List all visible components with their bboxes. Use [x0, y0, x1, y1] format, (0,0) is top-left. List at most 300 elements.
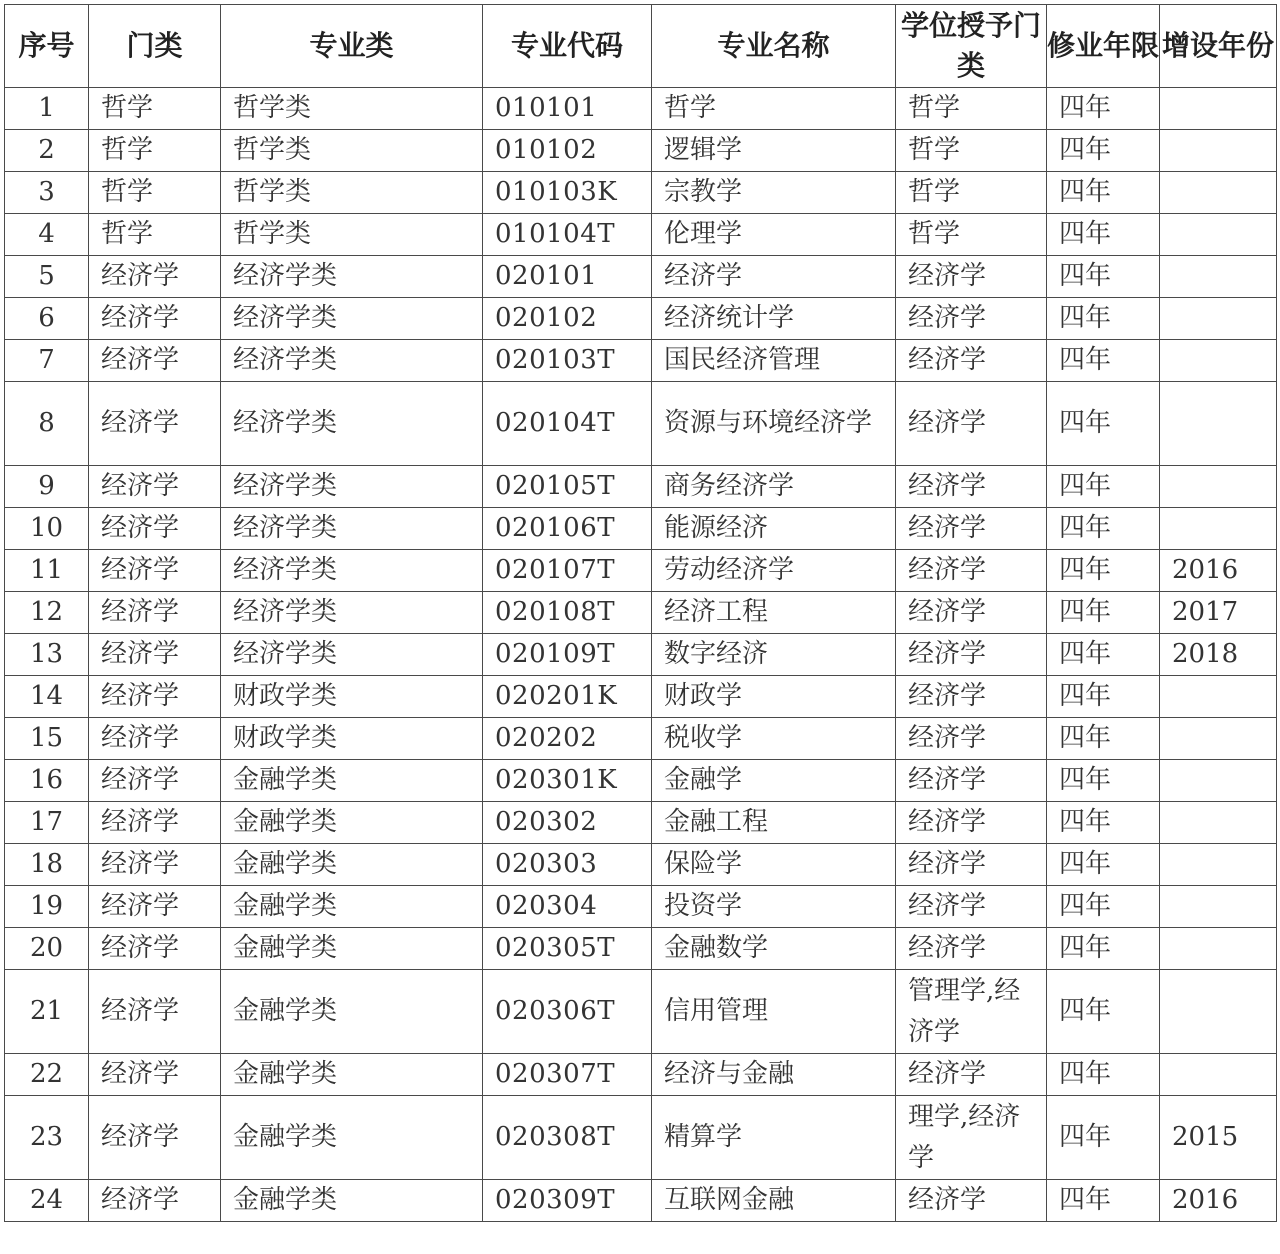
cell-code: [483, 802, 652, 844]
cell-year-text: 2018: [1172, 639, 1239, 669]
cell-name: [652, 214, 896, 256]
cell-seq-text: 7: [38, 345, 55, 375]
cell-year: [1160, 676, 1277, 718]
cell-degree-text: 经济学: [908, 597, 987, 627]
cell-code-text: 020105T: [495, 471, 616, 501]
cell-major-class-text: 经济学类: [233, 345, 338, 375]
cell-name: [652, 844, 896, 886]
cell-duration-text: 四年: [1059, 345, 1112, 375]
cell-major-class-text: 财政学类: [233, 723, 338, 753]
cell-seq: [5, 1096, 89, 1180]
cell-degree: [896, 718, 1047, 760]
cell-name-text: 互联网金融: [664, 1185, 795, 1215]
cell-seq: [5, 886, 89, 928]
cell-code-text: 020304: [495, 891, 598, 921]
cell-year: [1160, 550, 1277, 592]
cell-code-text: 020102: [495, 303, 598, 333]
cell-degree-text: 管理学,经济学: [908, 975, 1021, 1047]
cell-category-text: 哲学: [101, 93, 154, 123]
cell-duration-text: 四年: [1059, 807, 1112, 837]
cell-duration-text: 四年: [1059, 849, 1112, 879]
table-row: [5, 508, 1277, 550]
cell-year: [1160, 760, 1277, 802]
cell-major-class: [221, 172, 483, 214]
cell-duration: [1047, 172, 1160, 214]
cell-name: [652, 256, 896, 298]
cell-major-class-text: 经济学类: [233, 597, 338, 627]
cell-name: [652, 760, 896, 802]
cell-category-text: 经济学: [101, 471, 180, 501]
cell-seq-text: 4: [38, 219, 55, 249]
cell-seq-text: 12: [29, 597, 64, 627]
cell-year: [1160, 88, 1277, 130]
cell-category: [89, 466, 221, 508]
cell-seq: [5, 1180, 89, 1222]
cell-category: [89, 1096, 221, 1180]
cell-name-text: 经济统计学: [664, 303, 795, 333]
cell-seq: [5, 466, 89, 508]
cell-seq: [5, 298, 89, 340]
cell-seq-text: 8: [38, 408, 55, 438]
cell-code-text: 010104T: [495, 219, 616, 249]
cell-category: [89, 592, 221, 634]
cell-duration-text: 四年: [1059, 93, 1112, 123]
cell-major-class: [221, 550, 483, 592]
table-row: [5, 466, 1277, 508]
cell-year-text: 2015: [1172, 1122, 1239, 1152]
cell-seq-text: 21: [29, 996, 64, 1026]
cell-category-text: 经济学: [101, 555, 180, 585]
cell-category: [89, 844, 221, 886]
cell-major-class-text: 金融学类: [233, 996, 338, 1026]
cell-category: [89, 172, 221, 214]
cell-duration: [1047, 802, 1160, 844]
cell-name-text: 精算学: [664, 1122, 743, 1152]
cell-code: [483, 466, 652, 508]
cell-code: [483, 382, 652, 466]
cell-major-class: [221, 760, 483, 802]
table-row: [5, 802, 1277, 844]
cell-year: [1160, 382, 1277, 466]
cell-major-class: [221, 802, 483, 844]
cell-code: [483, 718, 652, 760]
major-catalog-document: [4, 4, 1276, 1246]
cell-code: [483, 1180, 652, 1222]
cell-code: [483, 634, 652, 676]
cell-major-class-text: 经济学类: [233, 555, 338, 585]
cell-name: [652, 1180, 896, 1222]
cell-year-text: 2016: [1172, 1185, 1239, 1215]
cell-year: [1160, 1096, 1277, 1180]
cell-category-text: 经济学: [101, 303, 180, 333]
cell-name-text: 经济工程: [664, 597, 769, 627]
cell-seq: [5, 130, 89, 172]
table-row: [5, 256, 1277, 298]
cell-major-class-text: 经济学类: [233, 303, 338, 333]
cell-seq-text: 5: [38, 261, 55, 291]
table-row: [5, 634, 1277, 676]
cell-duration-text: 四年: [1059, 513, 1112, 543]
cell-duration-text: 四年: [1059, 303, 1112, 333]
cell-major-class-text: 经济学类: [233, 261, 338, 291]
cell-name: [652, 340, 896, 382]
cell-category-text: 经济学: [101, 933, 180, 963]
cell-duration: [1047, 382, 1160, 466]
table-row: [5, 550, 1277, 592]
cell-category-text: 经济学: [101, 639, 180, 669]
cell-name-text: 金融学: [664, 765, 743, 795]
cell-seq-text: 10: [29, 513, 64, 543]
cell-degree-text: 经济学: [908, 1059, 987, 1089]
cell-name-text: 能源经济: [664, 513, 769, 543]
cell-name-text: 投资学: [664, 891, 743, 921]
cell-name: [652, 1054, 896, 1096]
cell-major-class: [221, 508, 483, 550]
cell-name: [652, 718, 896, 760]
cell-duration: [1047, 928, 1160, 970]
table-row: [5, 844, 1277, 886]
cell-degree: [896, 550, 1047, 592]
cell-degree-text: 经济学: [908, 807, 987, 837]
cell-code-text: 020108T: [495, 597, 616, 627]
table-row: [5, 1180, 1277, 1222]
cell-name-text: 财政学: [664, 681, 743, 711]
cell-duration-text: 四年: [1059, 891, 1112, 921]
cell-category: [89, 634, 221, 676]
cell-duration-text: 四年: [1059, 1059, 1112, 1089]
cell-code: [483, 676, 652, 718]
cell-code: [483, 340, 652, 382]
cell-degree-text: 经济学: [908, 933, 987, 963]
cell-degree: [896, 214, 1047, 256]
cell-code: [483, 508, 652, 550]
cell-major-class-text: 哲学类: [233, 219, 312, 249]
cell-code: [483, 298, 652, 340]
table-row: [5, 340, 1277, 382]
cell-duration: [1047, 88, 1160, 130]
header-duration: 修业年限: [1047, 5, 1160, 88]
header-seq: 序号: [5, 5, 89, 88]
cell-degree: [896, 886, 1047, 928]
cell-major-class: [221, 718, 483, 760]
cell-major-class-text: 金融学类: [233, 807, 338, 837]
cell-degree-text: 经济学: [908, 723, 987, 753]
cell-seq-text: 18: [29, 849, 64, 879]
cell-duration: [1047, 256, 1160, 298]
cell-name-text: 哲学: [664, 93, 717, 123]
cell-degree: [896, 634, 1047, 676]
cell-duration: [1047, 508, 1160, 550]
cell-category: [89, 382, 221, 466]
cell-degree: [896, 592, 1047, 634]
cell-category: [89, 88, 221, 130]
cell-name: [652, 634, 896, 676]
cell-duration: [1047, 550, 1160, 592]
cell-seq: [5, 970, 89, 1054]
cell-degree-text: 哲学: [908, 177, 961, 207]
cell-degree: [896, 466, 1047, 508]
cell-degree: [896, 1054, 1047, 1096]
cell-name-text: 数字经济: [664, 639, 769, 669]
cell-code-text: 020101: [495, 261, 598, 291]
cell-major-class-text: 哲学类: [233, 177, 312, 207]
cell-year: [1160, 928, 1277, 970]
cell-category: [89, 130, 221, 172]
cell-major-class: [221, 886, 483, 928]
cell-year-text: 2016: [1172, 555, 1239, 585]
cell-degree-text: 经济学: [908, 849, 987, 879]
cell-code-text: 010102: [495, 135, 598, 165]
cell-code-text: 010103K: [495, 177, 618, 207]
cell-name: [652, 676, 896, 718]
cell-name: [652, 970, 896, 1054]
cell-degree-text: 经济学: [908, 765, 987, 795]
cell-degree-text: 哲学: [908, 135, 961, 165]
cell-major-class-text: 经济学类: [233, 513, 338, 543]
cell-duration-text: 四年: [1059, 261, 1112, 291]
cell-duration-text: 四年: [1059, 996, 1112, 1026]
table-row: [5, 382, 1277, 466]
table-row: [5, 172, 1277, 214]
cell-seq: [5, 844, 89, 886]
cell-code-text: 020109T: [495, 639, 616, 669]
cell-category-text: 经济学: [101, 261, 180, 291]
cell-degree: [896, 928, 1047, 970]
cell-seq-text: 15: [29, 723, 64, 753]
cell-seq: [5, 550, 89, 592]
cell-name-text: 逻辑学: [664, 135, 743, 165]
cell-major-class: [221, 1180, 483, 1222]
cell-name: [652, 1096, 896, 1180]
cell-degree: [896, 802, 1047, 844]
table-header: [5, 5, 1277, 88]
cell-category: [89, 298, 221, 340]
cell-name: [652, 928, 896, 970]
cell-seq-text: 19: [29, 891, 64, 921]
cell-code: [483, 1096, 652, 1180]
cell-category-text: 经济学: [101, 513, 180, 543]
cell-name-text: 资源与环境经济学: [664, 408, 873, 438]
cell-code: [483, 928, 652, 970]
cell-year: [1160, 1180, 1277, 1222]
cell-seq: [5, 172, 89, 214]
cell-degree-text: 经济学: [908, 261, 987, 291]
cell-category-text: 经济学: [101, 891, 180, 921]
cell-seq: [5, 634, 89, 676]
cell-duration-text: 四年: [1059, 408, 1112, 438]
cell-seq: [5, 802, 89, 844]
cell-major-class: [221, 340, 483, 382]
cell-major-class: [221, 1096, 483, 1180]
cell-major-class: [221, 928, 483, 970]
cell-category: [89, 928, 221, 970]
cell-major-class: [221, 256, 483, 298]
cell-year-text: 2017: [1172, 597, 1239, 627]
cell-degree: [896, 256, 1047, 298]
cell-seq: [5, 256, 89, 298]
cell-degree-text: 经济学: [908, 471, 987, 501]
cell-duration-text: 四年: [1059, 177, 1112, 207]
cell-name-text: 经济学: [664, 261, 743, 291]
cell-category-text: 哲学: [101, 219, 154, 249]
cell-code-text: 020106T: [495, 513, 616, 543]
cell-code-text: 020302: [495, 807, 598, 837]
cell-major-class: [221, 382, 483, 466]
table-row: [5, 718, 1277, 760]
cell-year: [1160, 130, 1277, 172]
cell-category: [89, 214, 221, 256]
cell-year: [1160, 340, 1277, 382]
cell-major-class: [221, 676, 483, 718]
cell-degree-text: 经济学: [908, 1185, 987, 1215]
cell-major-class-text: 财政学类: [233, 681, 338, 711]
cell-duration: [1047, 718, 1160, 760]
header-code: 专业代码: [483, 5, 652, 88]
cell-code-text: 020303: [495, 849, 598, 879]
cell-duration-text: 四年: [1059, 1185, 1112, 1215]
cell-duration-text: 四年: [1059, 135, 1112, 165]
cell-duration: [1047, 340, 1160, 382]
cell-category: [89, 802, 221, 844]
cell-year: [1160, 1054, 1277, 1096]
cell-seq: [5, 88, 89, 130]
cell-major-class: [221, 130, 483, 172]
cell-category: [89, 1054, 221, 1096]
cell-degree-text: 经济学: [908, 303, 987, 333]
cell-seq: [5, 1054, 89, 1096]
cell-name-text: 伦理学: [664, 219, 743, 249]
header-year: 增设年份: [1160, 5, 1277, 88]
cell-duration-text: 四年: [1059, 681, 1112, 711]
header-row: [5, 5, 1277, 88]
cell-code-text: 020309T: [495, 1185, 616, 1215]
cell-category: [89, 718, 221, 760]
cell-code: [483, 592, 652, 634]
cell-name: [652, 466, 896, 508]
cell-degree-text: 哲学: [908, 93, 961, 123]
cell-degree-text: 经济学: [908, 891, 987, 921]
cell-category-text: 经济学: [101, 597, 180, 627]
cell-degree: [896, 340, 1047, 382]
cell-duration: [1047, 1054, 1160, 1096]
cell-major-class: [221, 844, 483, 886]
cell-major-class: [221, 592, 483, 634]
cell-category-text: 哲学: [101, 135, 154, 165]
table-row: [5, 1054, 1277, 1096]
cell-degree-text: 理学,经济学: [908, 1101, 1021, 1173]
cell-degree: [896, 676, 1047, 718]
header-category: 门类: [89, 5, 221, 88]
major-catalog-table: [4, 4, 1277, 1222]
table-row: [5, 970, 1277, 1054]
cell-year: [1160, 718, 1277, 760]
cell-name-text: 商务经济学: [664, 471, 795, 501]
cell-code: [483, 130, 652, 172]
cell-name-text: 宗教学: [664, 177, 743, 207]
cell-name: [652, 508, 896, 550]
cell-name-text: 劳动经济学: [664, 555, 795, 585]
cell-degree: [896, 382, 1047, 466]
cell-name-text: 信用管理: [664, 996, 769, 1026]
cell-code: [483, 256, 652, 298]
cell-year: [1160, 214, 1277, 256]
cell-category: [89, 886, 221, 928]
cell-degree: [896, 1180, 1047, 1222]
cell-category-text: 经济学: [101, 723, 180, 753]
cell-name: [652, 886, 896, 928]
cell-category: [89, 1180, 221, 1222]
cell-code-text: 020104T: [495, 408, 616, 438]
cell-category-text: 经济学: [101, 996, 180, 1026]
cell-category-text: 经济学: [101, 1059, 180, 1089]
cell-duration-text: 四年: [1059, 471, 1112, 501]
cell-year: [1160, 256, 1277, 298]
header-major-class: 专业类: [221, 5, 483, 88]
cell-seq-text: 22: [29, 1059, 64, 1089]
cell-seq: [5, 214, 89, 256]
cell-duration: [1047, 1096, 1160, 1180]
cell-degree-text: 经济学: [908, 408, 987, 438]
cell-seq: [5, 928, 89, 970]
cell-name: [652, 550, 896, 592]
cell-year: [1160, 508, 1277, 550]
cell-major-class: [221, 466, 483, 508]
cell-major-class: [221, 970, 483, 1054]
table-row: [5, 298, 1277, 340]
cell-major-class-text: 金融学类: [233, 933, 338, 963]
cell-code: [483, 1054, 652, 1096]
cell-year: [1160, 970, 1277, 1054]
table-row: [5, 928, 1277, 970]
cell-seq: [5, 382, 89, 466]
cell-major-class-text: 经济学类: [233, 408, 338, 438]
cell-code: [483, 970, 652, 1054]
cell-category: [89, 970, 221, 1054]
cell-name: [652, 382, 896, 466]
cell-duration-text: 四年: [1059, 1122, 1112, 1152]
cell-degree-text: 经济学: [908, 639, 987, 669]
cell-duration: [1047, 634, 1160, 676]
cell-degree: [896, 760, 1047, 802]
cell-year: [1160, 466, 1277, 508]
cell-duration: [1047, 130, 1160, 172]
cell-degree-text: 经济学: [908, 555, 987, 585]
cell-major-class: [221, 88, 483, 130]
cell-code: [483, 550, 652, 592]
cell-duration-text: 四年: [1059, 219, 1112, 249]
cell-degree-text: 经济学: [908, 681, 987, 711]
cell-seq-text: 20: [29, 933, 64, 963]
cell-degree: [896, 298, 1047, 340]
cell-name: [652, 88, 896, 130]
cell-code: [483, 214, 652, 256]
cell-degree: [896, 172, 1047, 214]
cell-major-class: [221, 634, 483, 676]
cell-degree: [896, 508, 1047, 550]
cell-degree-text: 经济学: [908, 513, 987, 543]
cell-duration-text: 四年: [1059, 555, 1112, 585]
cell-duration: [1047, 1180, 1160, 1222]
cell-code-text: 020202: [495, 723, 598, 753]
cell-year: [1160, 844, 1277, 886]
cell-code: [483, 88, 652, 130]
cell-category-text: 经济学: [101, 1185, 180, 1215]
cell-year: [1160, 886, 1277, 928]
table-row: [5, 592, 1277, 634]
cell-degree: [896, 970, 1047, 1054]
cell-seq-text: 2: [38, 135, 55, 165]
cell-duration: [1047, 760, 1160, 802]
